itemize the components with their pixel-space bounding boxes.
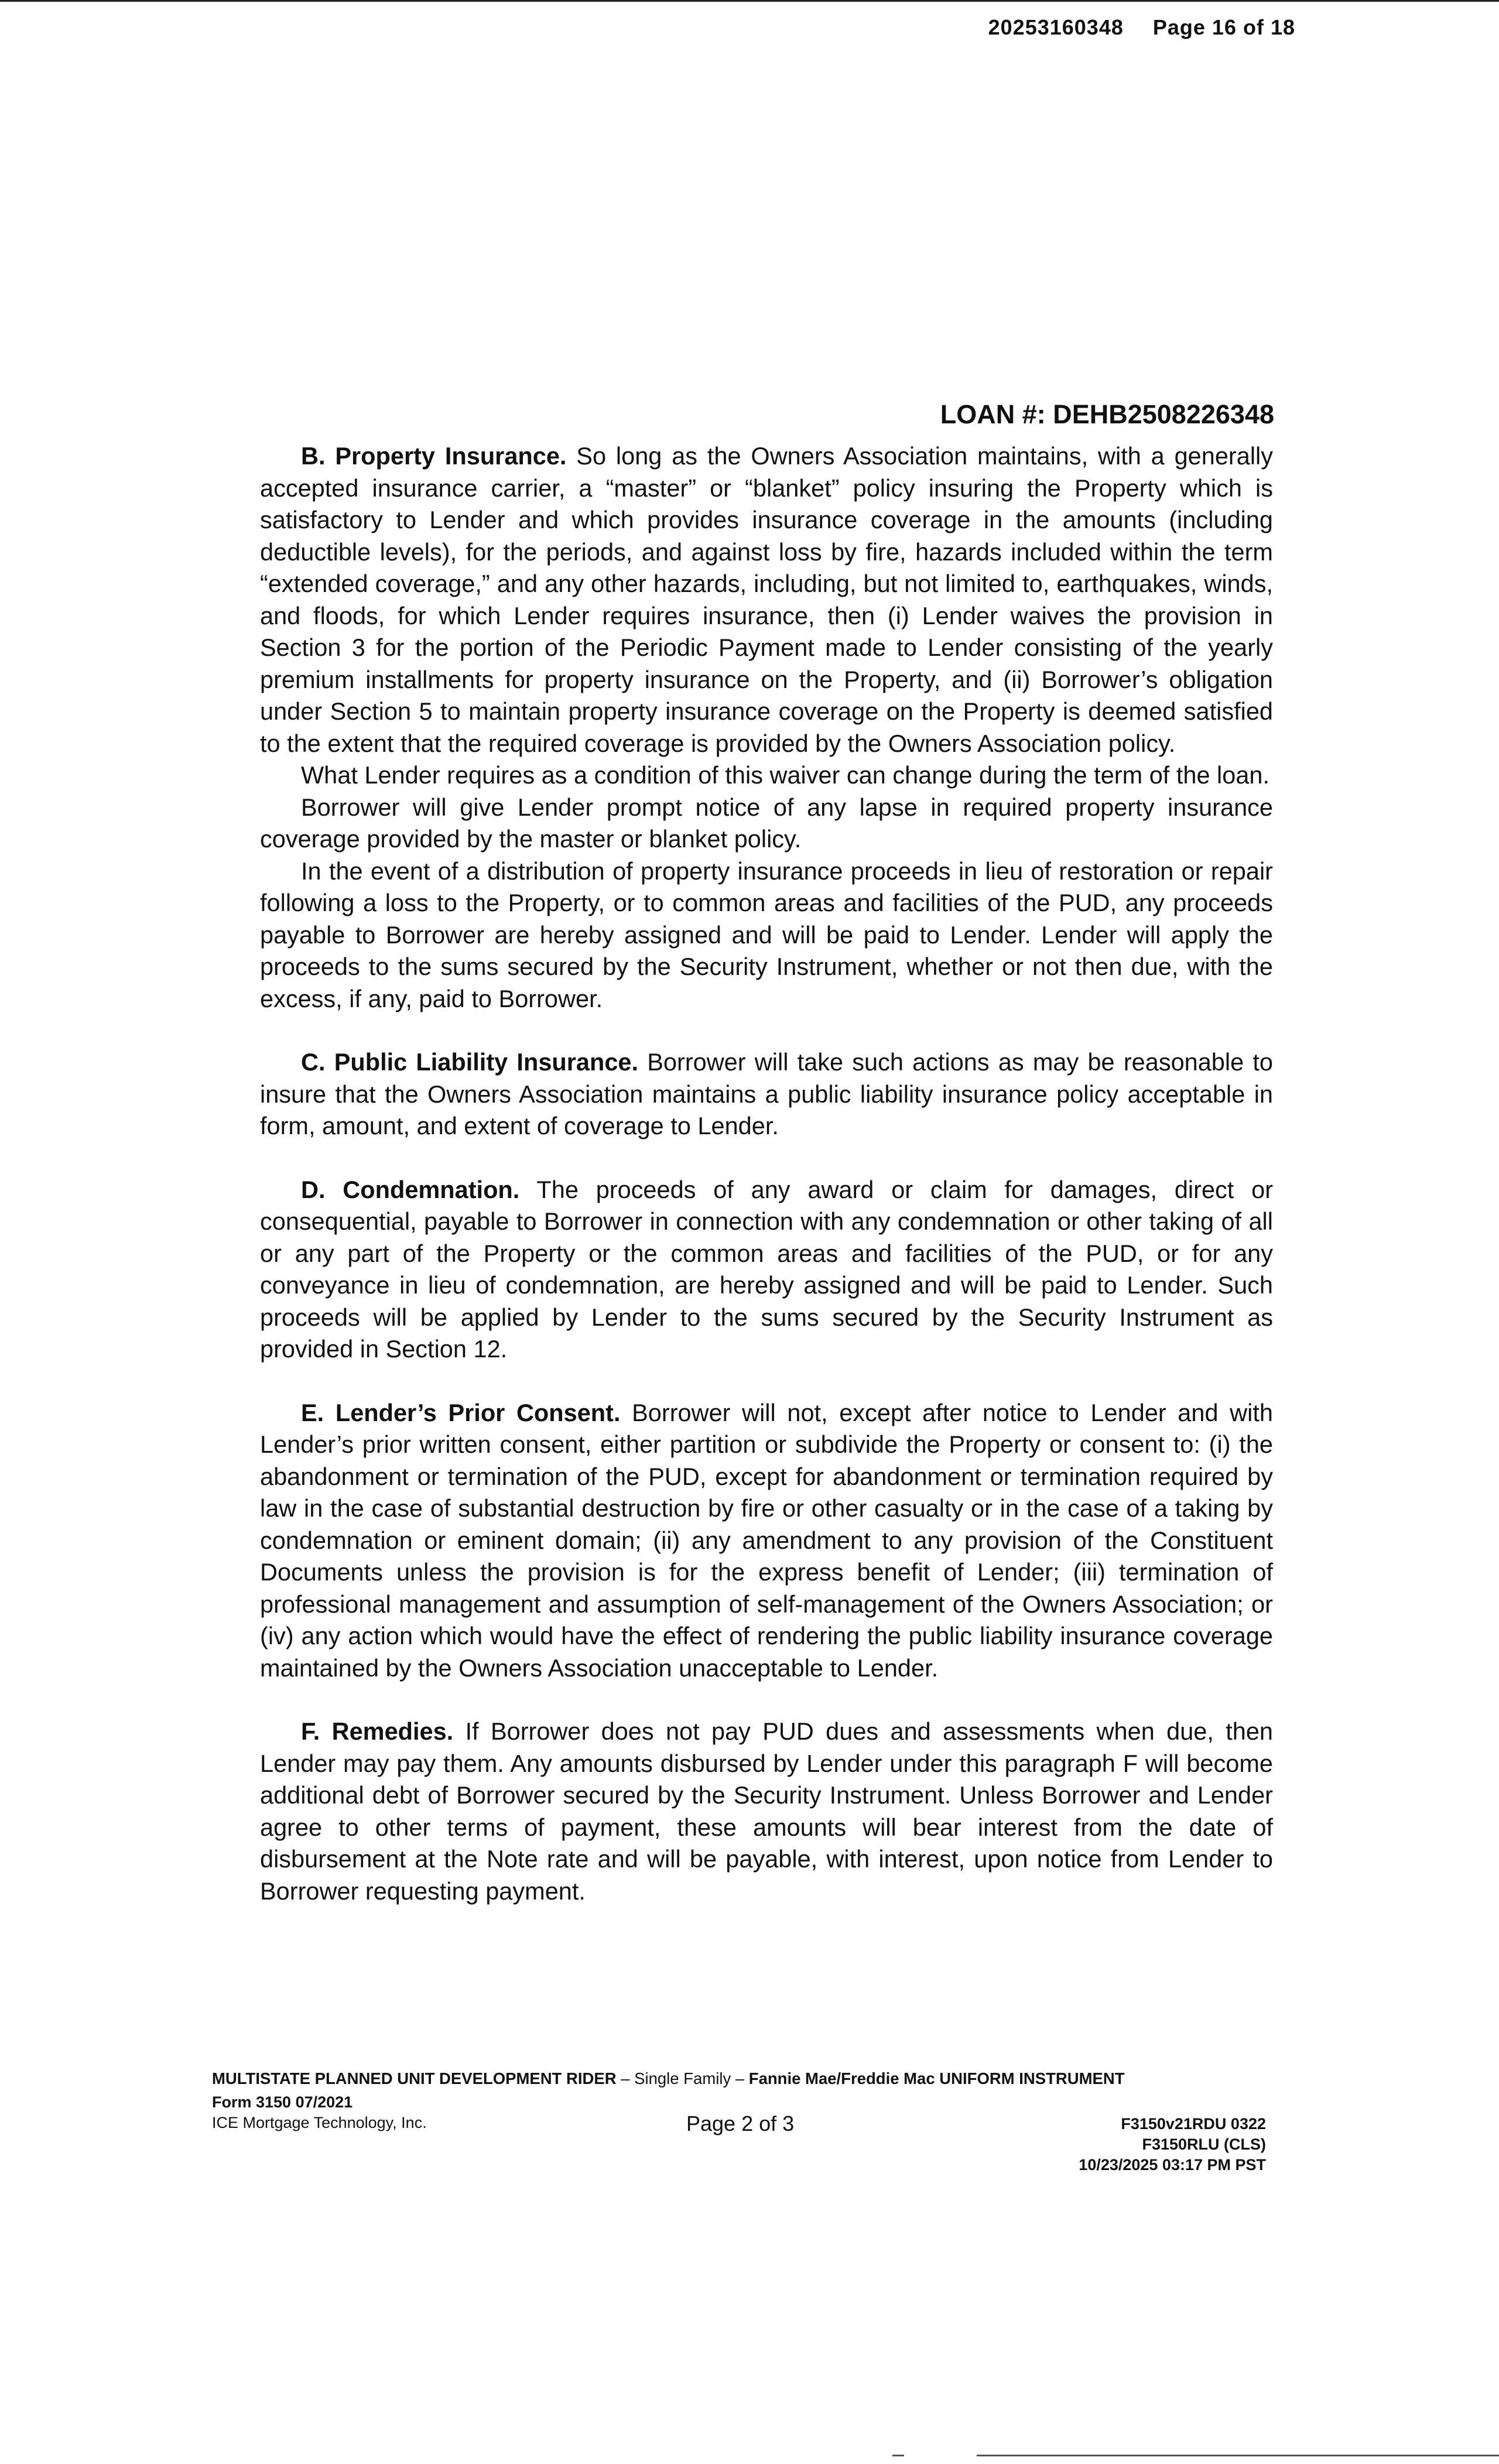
- section-c-public-liability: [260, 1046, 1273, 1142]
- footer-company: ICE Mortgage Technology, Inc.: [212, 2114, 427, 2131]
- section-b-property-insurance: [260, 440, 1273, 1015]
- section-d-heading: D. Condemnation.: [301, 1175, 520, 1203]
- section-f-remedies: [260, 1716, 1273, 1907]
- footer-left-block: [212, 2092, 427, 2133]
- section-e-paragraph: [260, 1397, 1273, 1685]
- section-b-paragraph-2: What Lender requires as a condition of this waiver can change during the term of the loan.: [301, 761, 1270, 789]
- loan-number: LOAN #: DEHB2508226348: [940, 399, 1274, 429]
- section-d-condemnation: [260, 1174, 1273, 1366]
- recording-page-label: Page 16 of 18: [1152, 15, 1295, 39]
- section-b-paragraph-4: In the event of a distribution of property insurance proceeds in lieu of restoration or repair following a loss to the Property, or to common areas and facilities of the PUD, any proceeds payable to Borrower are hereby assigned and will be paid to Lender. Lender will apply the proceeds to the sums secured by the Security Instrument, whether or not then due, with the excess, if any, paid to Borrower.: [260, 857, 1273, 1012]
- section-c-heading: C. Public Liability Insurance.: [301, 1048, 639, 1076]
- footer-form-title: [212, 2069, 1273, 2088]
- footer-title-part-2: – Single Family –: [616, 2069, 749, 2087]
- section-c-text: Borrower will take such actions as may be reasonable to insure that the Owners Association maintains a public liability insurance policy acceptable in form, amount, and extent of coverage to Lender.: [260, 1048, 1273, 1139]
- footer-code-1: F3150v21RDU 0322: [1121, 2115, 1266, 2133]
- section-c-paragraph: [260, 1046, 1273, 1142]
- recording-header: [988, 15, 1295, 40]
- section-d-paragraph: [260, 1174, 1273, 1366]
- bottom-scan-mark-right: [977, 2455, 1499, 2456]
- footer-title-part-3: Fannie Mae/Freddie Mac UNIFORM INSTRUMENT: [748, 2069, 1125, 2087]
- section-b-heading: B. Property Insurance.: [301, 442, 567, 470]
- section-f-text: If Borrower does not pay PUD dues and assessments when due, then Lender may pay them. Any amounts disbursed by Lender under this paragraph F will become additional debt of Borrower secured by the Security Instrument. Unless Borrower and Lender agree to other terms of payment, these amounts will bear interest from the date of disbursement at the Note rate and will be payable, with interest, upon notice from Lender to Borrower requesting payment.: [260, 1717, 1274, 1905]
- section-e-prior-consent: [260, 1397, 1273, 1685]
- rider-body: [260, 440, 1273, 1939]
- section-d-text: The proceeds of any award or claim for damages, direct or consequential, payable to Borrower in connection with any condemnation or other taking of all or any part of the Property or the common areas and facilities of the PUD, or for any conveyance in lieu of condemnation, are hereby assigned and will be paid to Lender. Such proceeds will be applied by Lender to the sums secured by the Security Instrument as provided in Section 12.: [260, 1175, 1274, 1363]
- document-number: 20253160348: [988, 15, 1124, 39]
- section-b-paragraph-1: [260, 440, 1273, 759]
- section-b-paragraph-3: Borrower will give Lender prompt notice of any lapse in required property insurance coverage provided by the master or blanket policy.: [260, 793, 1273, 853]
- footer-page-number: Page 2 of 3: [686, 2111, 795, 2136]
- bottom-scan-mark-left: [892, 2455, 904, 2456]
- section-e-text: Borrower will not, except after notice to Lender and with Lender’s prior written consent, either partition or subdivide the Property or consent to: (i) the abandonment or termination of the PUD, except for abandonment or termination required by law in the case of substantial destruction by fire or other casualty or in the case of a taking by condemnation or eminent domain; (ii) any amendment to any provision of the Constituent Documents unless the provision is for the express benefit of Lender; (iii) termination of professional management and assumption of self-management of the Owners Association; or (iv) any action which would have the effect of rendering the public liability insurance coverage maintained by the Owners Association unacceptable to Lender.: [260, 1398, 1273, 1682]
- section-e-heading: E. Lender’s Prior Consent.: [301, 1398, 621, 1426]
- top-scan-rule: [0, 0, 1499, 2]
- footer-title-part-1: MULTISTATE PLANNED UNIT DEVELOPMENT RIDER: [212, 2069, 617, 2087]
- footer-right-block: [1079, 2114, 1266, 2175]
- section-f-heading: F. Remedies.: [301, 1717, 454, 1745]
- footer-timestamp: 10/23/2025 03:17 PM PST: [1079, 2156, 1266, 2174]
- section-f-paragraph: [260, 1716, 1273, 1907]
- footer-code-2: F3150RLU (CLS): [1142, 2136, 1266, 2153]
- section-b-text: So long as the Owners Association maintains, with a generally accepted insurance carrier, a “master” or “blanket” policy insuring the Property which is satisfactory to Lender and which provides insurance coverage in the amounts (including deductible levels), for the periods, and against loss by fire, hazards included within the term “extended coverage,” and any other hazards, including, but not limited to, earthquakes, winds, and floods, for which Lender requires insurance, then (i) Lender waives the provision in Section 3 for the portion of the Periodic Payment made to Lender consisting of the yearly premium installments for property insurance on the Property, and (ii) Borrower’s obligation under Section 5 to maintain property insurance coverage on the Property is deemed satisfied to the extent that the required coverage is provided by the Owners Association policy.: [260, 442, 1274, 757]
- footer-form-number: Form 3150 07/2021: [212, 2093, 353, 2111]
